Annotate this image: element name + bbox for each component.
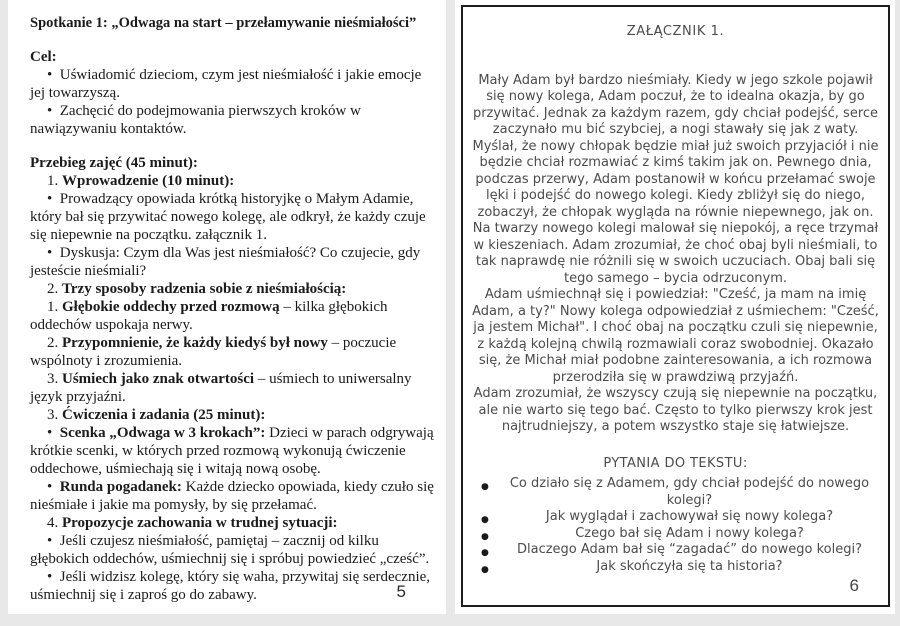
text-block: • Jeśli czujesz nieśmiałość, pamiętaj – zacznij od kilku głębokich oddechów, uśmiechnij się i spróbuj powiedzieć „cześć”. xyxy=(30,533,430,567)
question-item: ● Jak wyglądał i zachowywał się nowy kolega? xyxy=(469,509,882,526)
question-item: ● Czego bał się Adam i nowy kolega? xyxy=(469,526,882,543)
lesson-plan-page xyxy=(8,0,446,614)
text-block: 4. Propozycje zachowania w trudnej sytuacji: xyxy=(47,515,338,531)
text-block: 2. Przypomnienie, że każdy kiedyś był nowy – poczucie wspólnoty i zrozumienia. xyxy=(30,335,397,369)
story-paragraph: Adam uśmiechnął się i powiedział: "Cześć, ja mam na imię Adam, a ty?" Nowy kolega odpowiedział z uśmiechem: "Cześć, ja jestem Michał". I choć obaj na początku czuli się niepewnie, z każdą kolejną chwilą rozmawiali coraz swobodniej. Okazało się, że Michał miał podobne zainteresowania, a ich rozmowa przerodziła się w prawdziwą przyjaźń. xyxy=(472,287,879,385)
text-block: • Uświadomić dzieciom, czym jest nieśmiałość i jakie emocje jej towarzyszą. xyxy=(30,67,422,101)
story-text xyxy=(469,73,882,436)
text-block: • Runda pogadanek: Każde dziecko opowiada, kiedy czuło się nieśmiałe i jakie ma pomysły, by się przełamać. xyxy=(30,479,434,513)
text-block: Cel: xyxy=(30,49,57,65)
page-number-left: 5 xyxy=(396,582,406,601)
text-block: Spotkanie 1: „Odwaga na start – przełamywanie nieśmiałości” xyxy=(30,15,417,31)
text-block: 3. Ćwiczenia i zadania (25 minut): xyxy=(47,407,266,423)
text-block: 2. Trzy sposoby radzenia sobie z nieśmiałością: xyxy=(47,281,347,297)
question-item: ● Jak skończyła się ta historia? xyxy=(469,559,882,576)
text-block: • Prowadzący opowiada krótką historyjkę o Małym Adamie, który bał się przywitać nowego kolegę, ale odkrył, że każdy czuje się niepewnie na początku. załącznik 1. xyxy=(30,191,426,243)
question-item: ● Dlaczego Adam bał się “zagadać” do nowego kolegi? xyxy=(469,542,882,559)
text-block: 1. Głębokie oddechy przed rozmową – kilka głębokich oddechów uspokaja nerwy. xyxy=(30,299,388,333)
questions-list xyxy=(469,476,882,575)
lesson-blocks xyxy=(30,14,440,604)
text-block: 3. Uśmiech jako znak otwartości – uśmiech to uniwersalny język przyjaźni. xyxy=(30,371,412,405)
text-block: • Jeśli widzisz kolegę, który się waha, przywitaj się serdecznie, uśmiechnij się i zaproś go do zabawy. xyxy=(30,569,431,603)
attachment-title: ZAŁĄCZNIK 1. xyxy=(626,24,725,39)
text-block: • Zachęcić do podejmowania pierwszych kroków w nawiązywaniu kontaktów. xyxy=(30,103,361,137)
page-number-right: 6 xyxy=(849,576,859,595)
story-paragraph: Adam zrozumiał, że wszyscy czują się niepewnie na początku, ale nie warto się tego bać. Często to tylko pierwszy krok jest najtrudniejszy, a potem wszystko staje się łatwiejsze. xyxy=(473,386,878,434)
attachment-content xyxy=(469,24,882,575)
text-block: • Scenka „Odwaga w 3 krokach”: Dzieci w parach odgrywają krótkie scenki, w których przed rozmową wykonują ćwiczenie oddechowe, uśmiechają się i witają nową osobę. xyxy=(30,425,434,477)
attachment-page xyxy=(455,0,895,614)
story-paragraph: Mały Adam był bardzo nieśmiały. Kiedy w jego szkole pojawił się nowy kolega, Adam poczuł, że to idealna okazja, by go przywitać. Jednak za każdym razem, gdy chciał podejść, serce zaczynało mu bić szybciej, a nogi stawały się jak z waty. Myślał, że nowy chłopak będzie miał już swoich przyjaciół i nie będzie chciał rozmawiać z kimś takim jak on. Pewnego dnia, podczas przerwy, Adam postanowił w końcu przełamać swoje lęki i podejść do nowego kolegi. Kiedy zbliżył się do niego, zobaczył, że chłopak wygląda na równie niepewnego, jak on. Na twarzy nowego kolegi malował się niepokój, a ręce trzymał w kieszeniach. Adam zrozumiał, że choć obaj byli nieśmiali, to tak naprawdę nie różnili się w swoich uczuciach. Obaj bali się tego samego – bycia odrzuconym. xyxy=(472,72,879,286)
text-block: 1. Wprowadzenie (10 minut): xyxy=(47,173,235,189)
questions-title: PYTANIA DO TEKSTU: xyxy=(603,455,748,471)
question-item: ● Co działo się z Adamem, gdy chciał podejść do nowego kolegi? xyxy=(469,476,882,509)
text-block: • Dyskusja: Czym dla Was jest nieśmiałość? Co czujecie, gdy jesteście nieśmiali? xyxy=(30,245,421,279)
text-block: Przebieg zajęć (45 minut): xyxy=(30,155,198,171)
